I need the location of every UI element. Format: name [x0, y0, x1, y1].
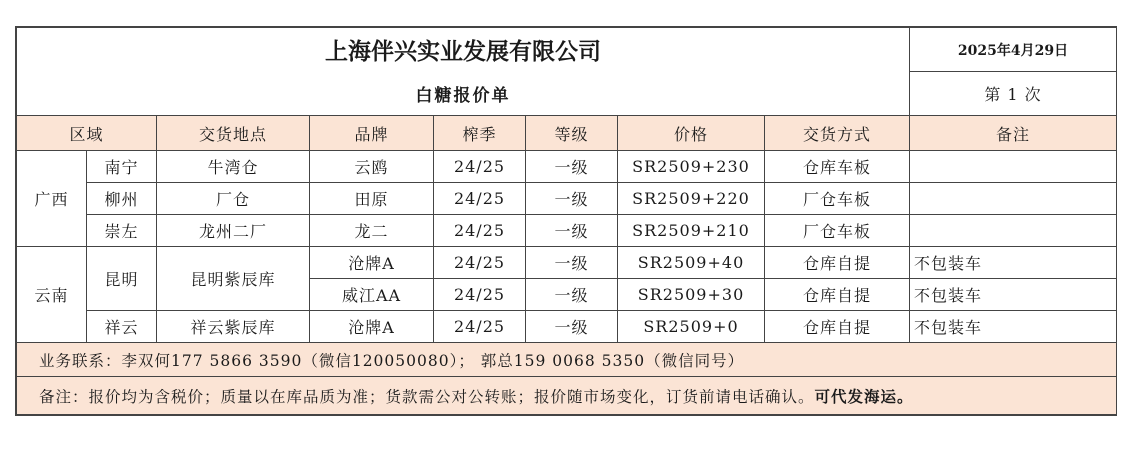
- cell-location: 昆明紫辰库: [157, 247, 310, 311]
- cell-brand: 沧牌A: [310, 247, 434, 279]
- cell-city: 南宁: [87, 151, 157, 183]
- col-header-brand: 品牌: [310, 116, 434, 151]
- cell-brand: 云鸥: [310, 151, 434, 183]
- cell-location: 祥云紫辰库: [157, 311, 310, 343]
- col-header-delivery: 交货方式: [765, 116, 910, 151]
- col-header-price: 价格: [618, 116, 765, 151]
- cell-location: 厂仓: [157, 183, 310, 215]
- cell-region: 广西: [17, 151, 87, 247]
- cell-brand: 龙二: [310, 215, 434, 247]
- cell-season: 24/25: [434, 215, 526, 247]
- quote-table: [16, 27, 1117, 415]
- cell-price: SR2509+220: [618, 183, 765, 215]
- col-header-grade: 等级: [526, 116, 618, 151]
- document-title: 白糖报价单: [17, 72, 910, 116]
- remarks-note: [17, 377, 1117, 415]
- cell-season: 24/25: [434, 151, 526, 183]
- cell-price: SR2509+0: [618, 311, 765, 343]
- cell-city: 昆明: [87, 247, 157, 311]
- cell-grade: 一级: [526, 279, 618, 311]
- company-name: 上海伴兴实业发展有限公司: [17, 28, 910, 72]
- quote-date: 2025年4月29日: [910, 28, 1117, 72]
- cell-price: SR2509+210: [618, 215, 765, 247]
- cell-remark: [910, 215, 1117, 247]
- col-header-location: 交货地点: [157, 116, 310, 151]
- cell-grade: 一级: [526, 151, 618, 183]
- quote-sheet: [15, 26, 1117, 416]
- cell-grade: 一级: [526, 183, 618, 215]
- cell-city: 崇左: [87, 215, 157, 247]
- cell-delivery: 仓库自提: [765, 279, 910, 311]
- cell-grade: 一级: [526, 311, 618, 343]
- cell-season: 24/25: [434, 247, 526, 279]
- cell-remark: 不包装车: [910, 279, 1117, 311]
- contact-info: 业务联系：李双何177 5866 3590（微信120050080）； 郭总159 0068 5350（微信同号）: [17, 343, 1117, 377]
- cell-price: SR2509+230: [618, 151, 765, 183]
- cell-region: 云南: [17, 247, 87, 343]
- quote-times: 第 1 次: [910, 72, 1117, 116]
- cell-location: 龙州二厂: [157, 215, 310, 247]
- cell-delivery: 厂仓车板: [765, 183, 910, 215]
- table-row: [17, 311, 1117, 343]
- cell-season: 24/25: [434, 279, 526, 311]
- cell-delivery: 厂仓车板: [765, 215, 910, 247]
- remarks-note-bold: 可代发海运。: [814, 386, 914, 406]
- cell-brand: 威江AA: [310, 279, 434, 311]
- cell-remark: [910, 151, 1117, 183]
- table-row: [17, 183, 1117, 215]
- cell-location: 牛湾仓: [157, 151, 310, 183]
- cell-price: SR2509+40: [618, 247, 765, 279]
- cell-price: SR2509+30: [618, 279, 765, 311]
- col-header-season: 榨季: [434, 116, 526, 151]
- col-header-remark: 备注: [910, 116, 1117, 151]
- table-row: [17, 247, 1117, 279]
- cell-season: 24/25: [434, 183, 526, 215]
- cell-remark: 不包装车: [910, 247, 1117, 279]
- table-row: [17, 215, 1117, 247]
- remarks-note-text: 备注：报价均为含税价；质量以在库品质为准；货款需公对公转账；报价随市场变化，订货前请电话确认。: [39, 387, 815, 406]
- table-row: [17, 151, 1117, 183]
- cell-delivery: 仓库自提: [765, 311, 910, 343]
- cell-grade: 一级: [526, 247, 618, 279]
- cell-delivery: 仓库车板: [765, 151, 910, 183]
- column-header-row: [17, 116, 1117, 151]
- col-header-region: 区域: [17, 116, 157, 151]
- cell-remark: [910, 183, 1117, 215]
- cell-season: 24/25: [434, 311, 526, 343]
- cell-brand: 沧牌A: [310, 311, 434, 343]
- cell-delivery: 仓库自提: [765, 247, 910, 279]
- cell-city: 祥云: [87, 311, 157, 343]
- cell-city: 柳州: [87, 183, 157, 215]
- cell-brand: 田原: [310, 183, 434, 215]
- cell-grade: 一级: [526, 215, 618, 247]
- cell-remark: 不包装车: [910, 311, 1117, 343]
